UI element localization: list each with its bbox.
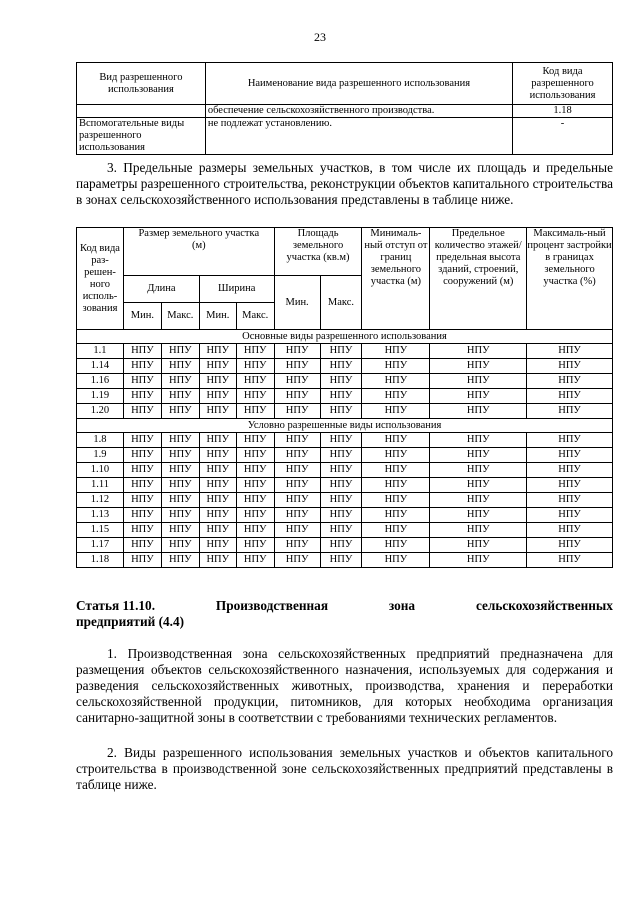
cell-code: 1.8 [77, 433, 124, 448]
cell-value: НПУ [123, 344, 161, 359]
cell-value: НПУ [320, 344, 362, 359]
cell-value: НПУ [123, 553, 161, 568]
cell-value: НПУ [161, 493, 199, 508]
header-width-min: Мин. [199, 303, 236, 330]
heading-line2: предприятий (4.4) [76, 614, 185, 629]
cell-value: НПУ [430, 448, 527, 463]
cell-value: НПУ [236, 553, 274, 568]
table-row [77, 105, 613, 118]
page-number: 23 [314, 30, 326, 44]
cell-value: НПУ [430, 374, 527, 389]
cell-value: НПУ [274, 478, 320, 493]
cell-value: НПУ [199, 389, 236, 404]
cell-value: НПУ [274, 553, 320, 568]
table-row [77, 359, 613, 374]
cell-value: НПУ [199, 344, 236, 359]
paragraph-3: 3. Предельные размеры земельных участков, в том числе их площадь и предельные параметры разрешенного строительства, реконструкции объектов капитального строительства в зонах сельскохозяйственного использования представлены в таблице ниже. [76, 160, 613, 207]
article-paragraph-2: 2. Виды разрешенного использования земельных участков и объектов капитального строительства в производственной зоне сельскохозяйственных предприятий представлены в таблице ниже. [76, 745, 613, 792]
cell-code: 1.18 [513, 105, 613, 118]
cell-value: НПУ [236, 374, 274, 389]
cell-value: НПУ [362, 344, 430, 359]
table-row [77, 448, 613, 463]
cell-value: НПУ [362, 433, 430, 448]
cell-value: НПУ [236, 478, 274, 493]
cell-type: Вспомогательные виды разрешенного использования [77, 118, 206, 155]
cell-value: НПУ [320, 523, 362, 538]
cell-value: НПУ [527, 389, 613, 404]
cell-value: НПУ [274, 404, 320, 419]
cell-value: НПУ [430, 478, 527, 493]
cell-value: НПУ [274, 433, 320, 448]
cell-value: НПУ [320, 433, 362, 448]
section-row [77, 419, 613, 433]
cell-value: НПУ [430, 389, 527, 404]
header-length-max: Макс. [161, 303, 199, 330]
cell-value: НПУ [274, 508, 320, 523]
table-row [77, 433, 613, 448]
cell-value: НПУ [236, 538, 274, 553]
cell-value: НПУ [161, 433, 199, 448]
cell-value: НПУ [362, 538, 430, 553]
cell-value: НПУ [274, 359, 320, 374]
cell-value: НПУ [362, 478, 430, 493]
table-row [77, 404, 613, 419]
cell-value: НПУ [430, 493, 527, 508]
cell-value: НПУ [199, 433, 236, 448]
cell-value: НПУ [274, 344, 320, 359]
cell-value: НПУ [320, 404, 362, 419]
cell-value: НПУ [161, 508, 199, 523]
cell-code: 1.14 [77, 359, 124, 374]
cell-code: 1.13 [77, 508, 124, 523]
cell-value: НПУ [199, 404, 236, 419]
cell-value: НПУ [274, 523, 320, 538]
cell-value: НПУ [161, 478, 199, 493]
cell-value: НПУ [161, 389, 199, 404]
cell-value: НПУ [274, 538, 320, 553]
cell-value: НПУ [527, 478, 613, 493]
header-width-max: Макс. [236, 303, 274, 330]
cell-name: не подлежат установлению. [205, 118, 512, 155]
cell-value: НПУ [123, 478, 161, 493]
cell-value: НПУ [123, 493, 161, 508]
cell-value: НПУ [236, 463, 274, 478]
cell-value: НПУ [320, 374, 362, 389]
cell-value: НПУ [362, 493, 430, 508]
cell-value: НПУ [527, 523, 613, 538]
cell-value: НПУ [274, 463, 320, 478]
cell-value: НПУ [161, 538, 199, 553]
cell-value: НПУ [123, 433, 161, 448]
cell-value: НПУ [320, 389, 362, 404]
heading-word: Статья 11.10. [76, 598, 156, 613]
cell-value: НПУ [123, 389, 161, 404]
cell-value: НПУ [161, 404, 199, 419]
cell-code: - [513, 118, 613, 155]
cell-type [77, 105, 206, 118]
cell-value: НПУ [236, 523, 274, 538]
table-row [77, 463, 613, 478]
cell-value: НПУ [430, 404, 527, 419]
cell-value: НПУ [123, 508, 161, 523]
section-title: Основные виды разрешенного использования [77, 330, 613, 344]
cell-code: 1.9 [77, 448, 124, 463]
cell-value: НПУ [320, 463, 362, 478]
cell-value: НПУ [199, 359, 236, 374]
section-row [77, 330, 613, 344]
cell-value: НПУ [236, 508, 274, 523]
cell-code: 1.19 [77, 389, 124, 404]
cell-value: НПУ [527, 404, 613, 419]
cell-value: НПУ [362, 359, 430, 374]
cell-value: НПУ [320, 553, 362, 568]
cell-value: НПУ [320, 538, 362, 553]
cell-value: НПУ [236, 359, 274, 374]
cell-code: 1.15 [77, 523, 124, 538]
permitted-use-table [76, 62, 613, 155]
cell-code: 1.1 [77, 344, 124, 359]
cell-value: НПУ [236, 344, 274, 359]
cell-value: НПУ [430, 463, 527, 478]
header-coverage: Максималь-ный процент застройки в границах земельного участка (%) [527, 228, 613, 330]
header-use-code: Код вида разрешенного использования [513, 63, 613, 105]
cell-value: НПУ [161, 553, 199, 568]
table-row [77, 478, 613, 493]
header-size: Размер земельного участка (м) [123, 228, 274, 276]
cell-value: НПУ [430, 538, 527, 553]
cell-value: НПУ [236, 493, 274, 508]
cell-value: НПУ [362, 523, 430, 538]
cell-code: 1.18 [77, 553, 124, 568]
cell-value: НПУ [161, 344, 199, 359]
cell-value: НПУ [161, 448, 199, 463]
header-floors: Предельное количество этажей/ предельная высота зданий, строений, сооружений (м) [430, 228, 527, 330]
cell-value: НПУ [430, 508, 527, 523]
cell-code: 1.20 [77, 404, 124, 419]
cell-value: НПУ [362, 374, 430, 389]
cell-value: НПУ [527, 359, 613, 374]
header-use-type: Вид разрешенного использования [77, 63, 206, 105]
table-row [77, 118, 613, 155]
cell-value: НПУ [236, 448, 274, 463]
cell-value: НПУ [274, 448, 320, 463]
cell-value: НПУ [123, 448, 161, 463]
cell-value: НПУ [430, 553, 527, 568]
table-row [77, 389, 613, 404]
cell-value: НПУ [123, 523, 161, 538]
cell-value: НПУ [161, 523, 199, 538]
cell-code: 1.16 [77, 374, 124, 389]
cell-value: НПУ [161, 374, 199, 389]
cell-value: НПУ [236, 404, 274, 419]
heading-word: Производственная [215, 598, 329, 613]
cell-value: НПУ [362, 463, 430, 478]
section-title: Условно разрешенные виды использования [77, 419, 613, 433]
cell-value: НПУ [362, 553, 430, 568]
cell-value: НПУ [362, 448, 430, 463]
cell-value: НПУ [236, 433, 274, 448]
cell-value: НПУ [320, 359, 362, 374]
cell-value: НПУ [527, 344, 613, 359]
cell-value: НПУ [362, 404, 430, 419]
header-setback: Минималь-ный отступ от границ земельного участка (м) [362, 228, 430, 330]
header-length: Длина [123, 276, 199, 303]
cell-code: 1.12 [77, 493, 124, 508]
header-length-min: Мин. [123, 303, 161, 330]
cell-code: 1.17 [77, 538, 124, 553]
table-row [77, 538, 613, 553]
cell-value: НПУ [274, 374, 320, 389]
cell-value: НПУ [199, 523, 236, 538]
cell-value: НПУ [527, 508, 613, 523]
cell-value: НПУ [527, 463, 613, 478]
cell-value: НПУ [527, 433, 613, 448]
cell-code: 1.10 [77, 463, 124, 478]
cell-value: НПУ [527, 493, 613, 508]
table-row [77, 344, 613, 359]
params-table-body [77, 330, 613, 568]
header-width: Ширина [199, 276, 274, 303]
cell-value: НПУ [527, 538, 613, 553]
heading-word: сельскохозяйственных [475, 598, 613, 613]
cell-code: 1.11 [77, 478, 124, 493]
table-row [77, 493, 613, 508]
cell-value: НПУ [430, 523, 527, 538]
cell-value: НПУ [320, 448, 362, 463]
cell-value: НПУ [430, 433, 527, 448]
header-code: Код вида раз-решен-ного исполь-зования [77, 228, 124, 330]
cell-value: НПУ [320, 508, 362, 523]
cell-value: НПУ [362, 508, 430, 523]
cell-value: НПУ [123, 374, 161, 389]
cell-value: НПУ [199, 374, 236, 389]
table-row [77, 508, 613, 523]
cell-value: НПУ [430, 359, 527, 374]
cell-value: НПУ [527, 553, 613, 568]
cell-value: НПУ [199, 448, 236, 463]
cell-value: НПУ [199, 463, 236, 478]
cell-value: НПУ [199, 538, 236, 553]
table-row [77, 374, 613, 389]
cell-value: НПУ [123, 463, 161, 478]
cell-value: НПУ [274, 493, 320, 508]
cell-value: НПУ [199, 493, 236, 508]
cell-value: НПУ [161, 359, 199, 374]
cell-value: НПУ [199, 553, 236, 568]
cell-value: НПУ [199, 478, 236, 493]
cell-value: НПУ [161, 463, 199, 478]
cell-value: НПУ [123, 404, 161, 419]
cell-value: НПУ [430, 344, 527, 359]
cell-value: НПУ [274, 389, 320, 404]
header-area: Площадь земельного участка (кв.м) [274, 228, 362, 276]
params-table [76, 227, 613, 568]
cell-value: НПУ [123, 359, 161, 374]
article-heading [76, 598, 613, 630]
table-row [77, 553, 613, 568]
cell-value: НПУ [123, 538, 161, 553]
cell-value: НПУ [236, 389, 274, 404]
cell-value: НПУ [320, 493, 362, 508]
header-use-name: Наименование вида разрешенного использования [205, 63, 512, 105]
cell-value: НПУ [527, 374, 613, 389]
table-row [77, 523, 613, 538]
article-paragraph-1: 1. Производственная зона сельскохозяйственных предприятий предназначена для размещения объектов сельскохозяйственного назначения, используемых для содержания и разведения сельскохозяйственных животных, производства, хранения и переработки сельскохозяйственной продукции, питомников, для которых необходима организация санитарно-защитной зоны в соответствии с требованиями технических регламентов. [76, 646, 613, 725]
cell-value: НПУ [199, 508, 236, 523]
cell-value: НПУ [362, 389, 430, 404]
cell-value: НПУ [320, 478, 362, 493]
header-area-max: Макс. [320, 276, 362, 330]
header-area-min: Мин. [274, 276, 320, 330]
heading-word: зона [388, 598, 416, 613]
cell-name: обеспечение сельскохозяйственного производства. [205, 105, 512, 118]
cell-value: НПУ [527, 448, 613, 463]
